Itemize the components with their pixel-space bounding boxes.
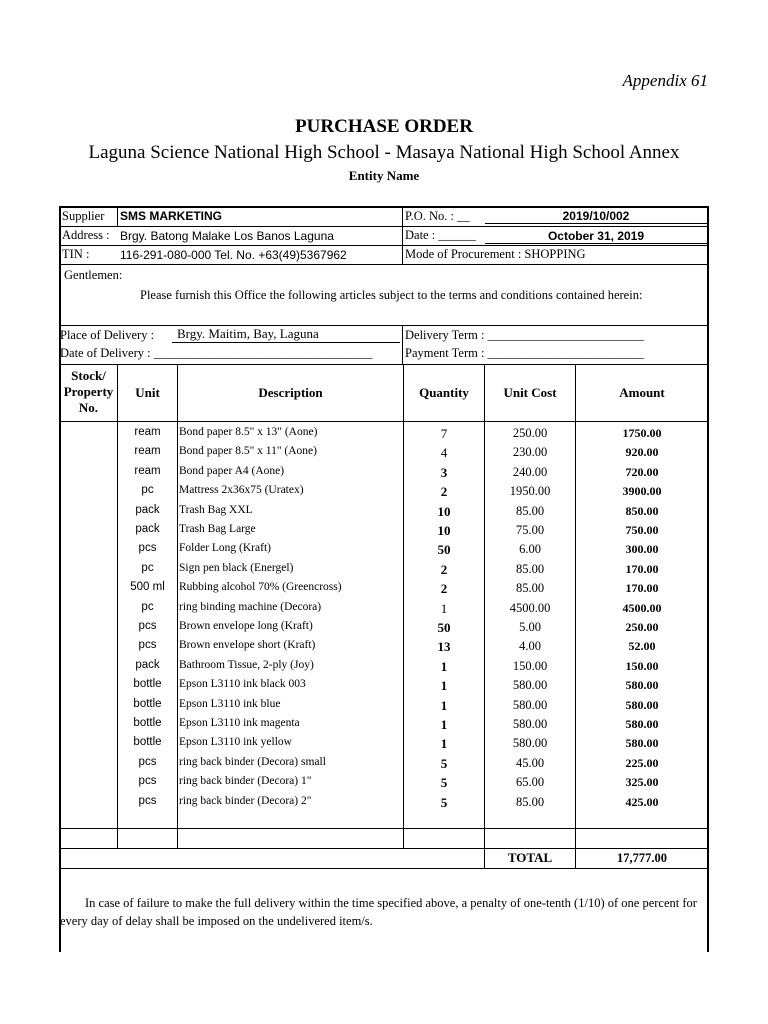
item-amount: 750.00 — [625, 523, 659, 537]
divider — [402, 325, 403, 364]
item-unit-cost: 580.00 — [512, 717, 548, 731]
place-of-delivery-value: Brgy. Maitim, Bay, Laguna — [172, 326, 400, 343]
item-unit: bottle — [133, 697, 162, 710]
school-name: Laguna Science National High School - Masaya National High School Annex — [88, 142, 680, 163]
table-row — [0, 540, 768, 560]
item-amount: 580.00 — [625, 697, 659, 712]
delivery-term-label: Delivery Term : _________________________ — [405, 328, 644, 342]
column-header-description: Description — [258, 385, 323, 400]
penalty-clause: In case of failure to make the full delivery within the time specified above, a penalty of one-tenth (1/10) of one percent for every day of delay shall be imposed on the undelivered item/s. — [60, 896, 697, 928]
item-unit: pcs — [138, 775, 157, 788]
item-unit: 500 ml — [130, 581, 165, 594]
appendix-label: Appendix 61 — [622, 71, 708, 90]
item-unit: pc — [141, 600, 154, 613]
item-quantity: 1 — [440, 736, 448, 752]
item-amount: 170.00 — [625, 561, 659, 576]
item-amount: 325.00 — [625, 775, 659, 790]
item-quantity: 1 — [440, 717, 448, 732]
date-of-delivery-label: Date of Delivery : ___________________________________ — [60, 346, 373, 360]
entity-name-label: Entity Name — [348, 168, 420, 183]
item-description: Bond paper A4 (Aone) — [179, 464, 285, 477]
item-amount: 920.00 — [625, 445, 659, 460]
supplier-label: Supplier — [62, 209, 105, 223]
item-unit-cost: 1950.00 — [509, 484, 551, 499]
item-unit: pcs — [138, 755, 157, 768]
item-unit-cost: 4500.00 — [509, 600, 551, 615]
item-unit: bottle — [133, 678, 162, 691]
divider — [59, 245, 709, 246]
item-unit: pcs — [138, 794, 157, 807]
item-amount: 1750.00 — [622, 426, 662, 440]
table-row — [0, 618, 768, 638]
item-unit: bottle — [133, 717, 162, 729]
table-row — [0, 579, 768, 599]
column-header-unit: Unit — [135, 385, 160, 400]
item-description: Epson L3110 ink magenta — [179, 717, 300, 729]
item-description: Folder Long (Kraft) — [179, 542, 271, 555]
item-unit-cost: 85.00 — [515, 561, 545, 576]
item-unit-cost: 250.00 — [512, 426, 548, 440]
item-description: ring binding machine (Decora) — [179, 600, 322, 613]
table-row — [0, 560, 768, 580]
item-description: Epson L3110 ink black 003 — [179, 678, 306, 691]
table-row — [0, 521, 768, 541]
item-unit: pack — [135, 658, 160, 671]
table-row — [0, 696, 768, 716]
item-unit-cost: 580.00 — [512, 697, 548, 712]
item-unit: pc — [141, 561, 154, 574]
divider — [59, 848, 709, 849]
item-unit: pack — [135, 503, 160, 516]
item-description: Epson L3110 ink yellow — [179, 736, 292, 749]
item-unit-cost: 45.00 — [515, 755, 545, 770]
item-amount: 425.00 — [625, 794, 659, 809]
divider — [59, 868, 709, 869]
item-unit-cost: 85.00 — [515, 581, 545, 596]
procurement-mode: Mode of Procurement : SHOPPING — [405, 247, 586, 261]
column-header-stock: Stock/ Property No. — [63, 368, 114, 415]
item-description: Mattress 2x36x75 (Uratex) — [179, 484, 304, 497]
item-amount: 170.00 — [625, 581, 659, 596]
item-quantity: 5 — [440, 794, 448, 810]
item-quantity: 7 — [440, 426, 448, 441]
item-unit-cost: 580.00 — [512, 736, 548, 751]
item-amount: 720.00 — [625, 464, 659, 479]
item-unit: ream — [134, 426, 161, 438]
column-header-amount: Amount — [619, 385, 665, 400]
item-description: Bond paper 8.5" x 11" (Aone) — [179, 445, 317, 458]
place-of-delivery-label: Place of Delivery : — [60, 328, 155, 342]
item-unit-cost: 6.00 — [519, 542, 541, 557]
table-row — [0, 637, 768, 657]
item-description: Bathroom Tissue, 2-ply (Joy) — [179, 658, 314, 671]
column-header-unit-cost: Unit Cost — [503, 385, 557, 400]
item-description: Brown envelope long (Kraft) — [179, 620, 313, 632]
document-title: PURCHASE ORDER — [295, 116, 473, 137]
column-header-quantity: Quantity — [419, 385, 469, 400]
total-value: 17,777.00 — [617, 851, 667, 865]
item-description: Bond paper 8.5" x 13" (Aone) — [179, 426, 318, 438]
divider — [59, 364, 709, 365]
item-quantity: 50 — [437, 620, 451, 635]
divider — [402, 206, 403, 264]
item-quantity: 2 — [440, 561, 448, 577]
item-description: Rubbing alcohol 70% (Greencross) — [179, 581, 342, 594]
table-row — [0, 463, 768, 483]
item-amount: 300.00 — [625, 542, 659, 557]
table-row — [0, 676, 768, 696]
item-description: Epson L3110 ink blue — [179, 697, 281, 710]
item-unit: bottle — [133, 736, 162, 749]
table-row — [0, 424, 768, 444]
salutation: Gentlemen: — [64, 268, 123, 282]
table-row — [0, 657, 768, 677]
item-quantity: 1 — [440, 678, 448, 694]
divider — [59, 264, 709, 265]
item-unit-cost: 580.00 — [512, 678, 548, 693]
item-quantity: 4 — [440, 445, 448, 461]
item-description: Trash Bag XXL — [179, 503, 253, 516]
table-row — [0, 443, 768, 463]
item-unit-cost: 4.00 — [519, 639, 541, 654]
item-unit: pack — [135, 523, 160, 535]
item-quantity: 13 — [437, 639, 451, 655]
item-description: Brown envelope short (Kraft) — [179, 639, 316, 652]
item-quantity: 10 — [437, 523, 451, 538]
payment-term-label: Payment Term : _________________________ — [405, 346, 644, 360]
divider — [59, 421, 709, 422]
divider — [117, 206, 118, 226]
item-unit: pcs — [138, 620, 157, 632]
item-unit-cost: 240.00 — [512, 464, 548, 479]
item-description: ring back binder (Decora) 2" — [179, 794, 312, 807]
item-unit: pcs — [138, 639, 157, 652]
item-description: ring back binder (Decora) small — [179, 755, 326, 768]
item-quantity: 1 — [440, 658, 448, 674]
address-label: Address : — [62, 228, 110, 242]
item-quantity: 10 — [437, 503, 451, 519]
divider — [59, 828, 709, 829]
item-unit-cost: 5.00 — [519, 620, 541, 634]
item-unit-cost: 75.00 — [515, 523, 545, 537]
item-amount: 850.00 — [625, 503, 659, 518]
item-quantity: 5 — [440, 755, 448, 771]
item-description: ring back binder (Decora) 1" — [179, 775, 312, 788]
item-amount: 52.00 — [628, 639, 656, 654]
item-amount: 580.00 — [625, 678, 659, 693]
tin-label: TIN : — [62, 247, 90, 261]
item-unit-cost: 150.00 — [512, 658, 548, 673]
item-amount: 3900.00 — [622, 484, 662, 499]
table-row — [0, 599, 768, 619]
item-description: Trash Bag Large — [179, 523, 256, 535]
item-amount: 580.00 — [625, 736, 659, 751]
item-amount: 580.00 — [625, 717, 659, 731]
item-quantity: 2 — [440, 484, 448, 500]
table-row — [0, 715, 768, 735]
item-unit: pcs — [138, 542, 157, 555]
item-amount: 225.00 — [625, 755, 659, 770]
table-row — [0, 482, 768, 502]
total-label: TOTAL — [507, 850, 553, 865]
table-row — [0, 734, 768, 754]
item-unit: pc — [141, 484, 154, 497]
item-unit-cost: 85.00 — [515, 503, 545, 518]
date-label: Date : ______ — [405, 228, 476, 242]
item-unit-cost: 85.00 — [515, 794, 545, 809]
item-quantity: 3 — [440, 464, 448, 480]
po-number-label: P.O. No. : __ — [405, 209, 470, 223]
tin-value: 116-291-080-000 Tel. No. +63(49)5367962 — [120, 248, 347, 262]
item-amount: 150.00 — [625, 658, 659, 673]
item-quantity: 5 — [440, 775, 448, 791]
item-unit: ream — [134, 464, 161, 477]
table-row — [0, 754, 768, 774]
date-value: October 31, 2019 — [485, 229, 707, 244]
item-unit: ream — [134, 445, 161, 458]
item-quantity: 2 — [440, 581, 448, 597]
divider — [59, 226, 709, 227]
table-row — [0, 773, 768, 793]
item-quantity: 50 — [437, 542, 451, 558]
item-amount: 4500.00 — [622, 600, 662, 615]
item-unit-cost: 65.00 — [515, 775, 545, 790]
item-quantity: 1 — [440, 697, 448, 713]
table-row — [0, 793, 768, 813]
table-row — [0, 502, 768, 522]
supplier-value: SMS MARKETING — [120, 209, 222, 223]
item-amount: 250.00 — [625, 620, 659, 634]
item-quantity: 1 — [440, 600, 448, 616]
item-unit-cost: 230.00 — [512, 445, 548, 460]
address-value: Brgy. Batong Malake Los Banos Laguna — [120, 229, 334, 243]
letter-body: Please furnish this Office the following articles subject to the terms and conditions contained herein: — [140, 288, 643, 302]
po-number-value: 2019/10/002 — [485, 209, 707, 224]
item-description: Sign pen black (Energel) — [179, 561, 294, 574]
